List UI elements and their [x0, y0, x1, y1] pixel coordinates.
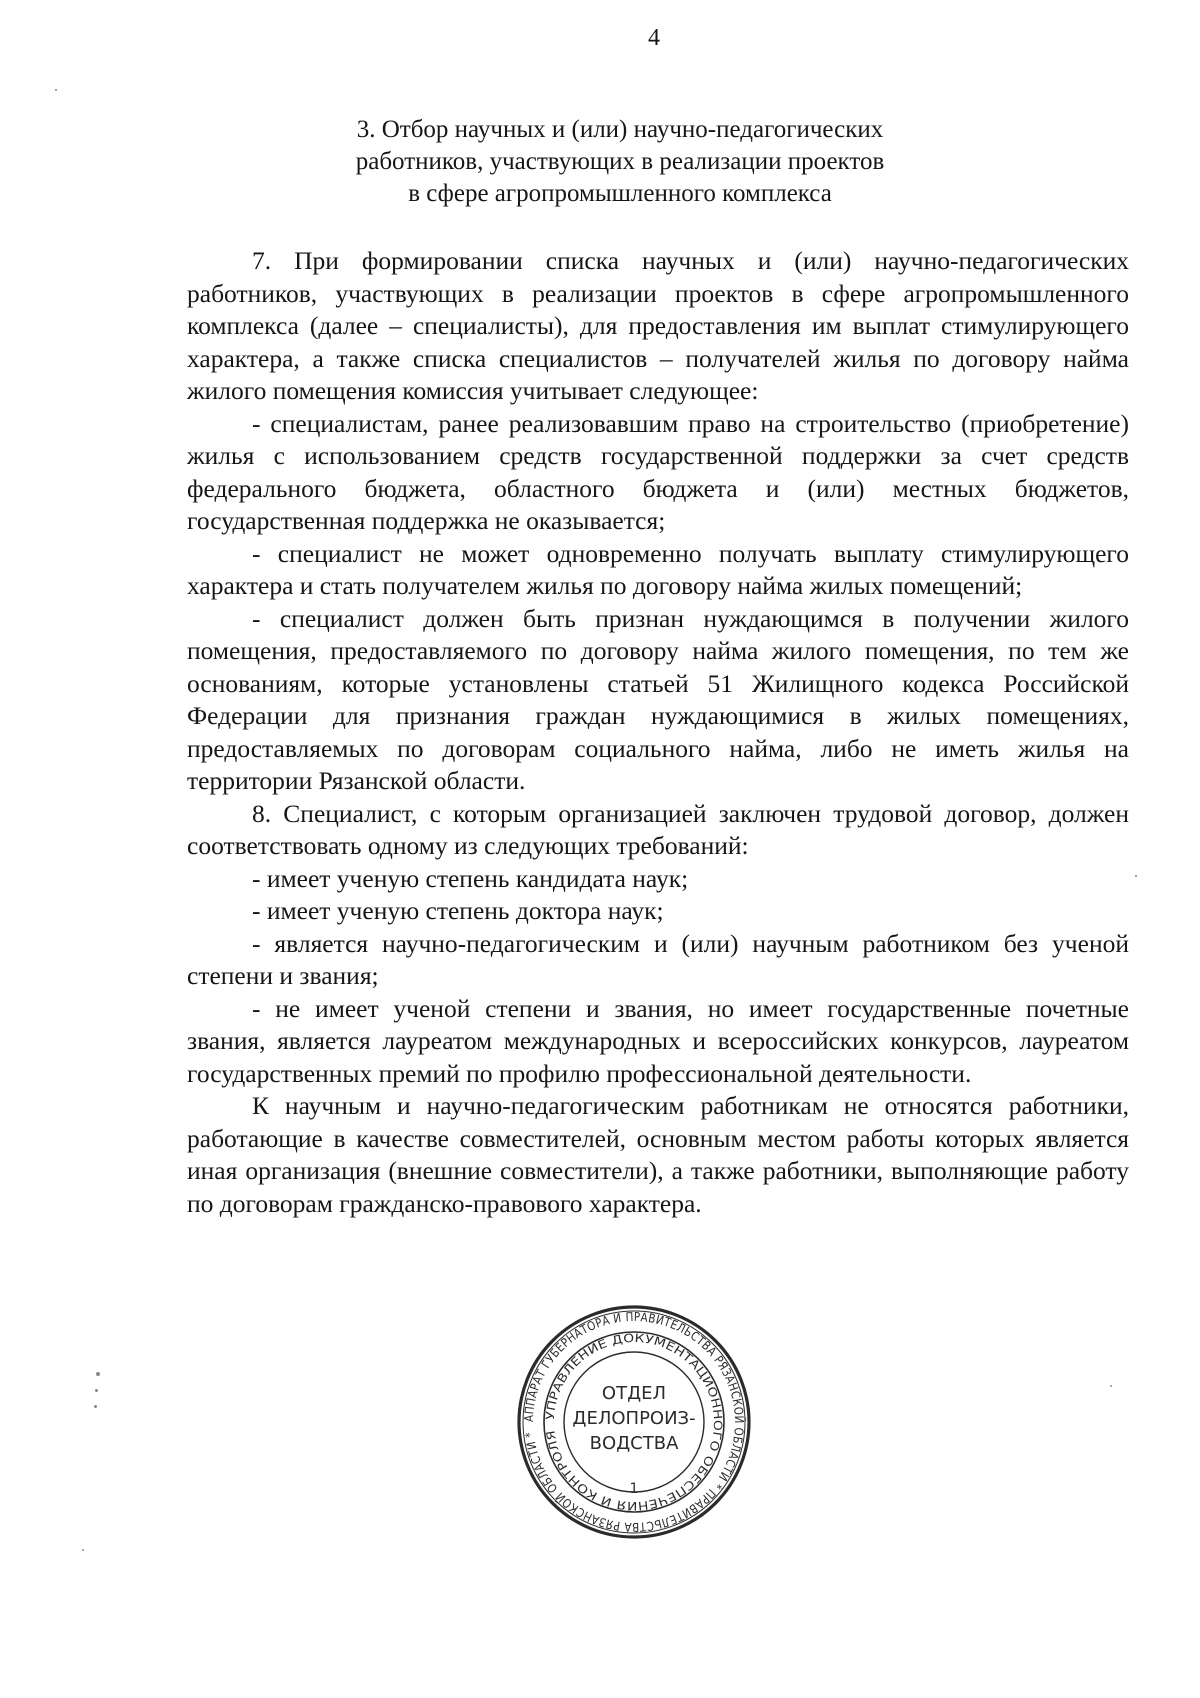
stamp-outer-text: АППАРАТ ГУБЕРНАТОРА И ПРАВИТЕЛЬСТВА РЯЗАНСКОЙ ОБЛАСТИ * ПРАВИТЕЛЬСТВА РЯЗАНСКОЙ ОБЛАСТИ * — [521, 1309, 747, 1535]
paragraph-7: 7. При формировании списка научных и (или) научно-педагогических работников, участвующих в реализации проектов в сфере агропромышленного комплекса (далее – специалисты), для предоставления им выплат стимулирующего характера, а также списка специалистов – получателей жилья по договору найма жилого помещения комиссия учитывает следующее: — [187, 246, 1129, 405]
section-heading-line: работников, участвующих в реализации проектов — [355, 148, 885, 175]
scan-speck — [1135, 875, 1137, 877]
document-body — [187, 245, 1129, 1220]
section-heading — [240, 114, 1000, 210]
paragraph-8: 8. Специалист, с которым организацией заключен трудовой договор, должен соответствовать одному из следующих требований: — [187, 798, 1129, 860]
section-heading-line: 3. Отбор научных и (или) научно-педагогических — [356, 116, 884, 143]
page-number: 4 — [648, 25, 660, 51]
stamp-center-line: ВОДСТВА — [589, 1433, 679, 1454]
paragraph-item: - не имеет ученой степени и звания, но имеет государственные почетные звания, является лауреатом международных и всероссийских конкурсов, лауреатом государственных премий по профилю профессиональной деятельности. — [187, 993, 1129, 1088]
stamp-center-line: ДЕЛОПРОИЗ- — [572, 1408, 696, 1429]
paragraph-item: - специалист должен быть признан нуждающимся в получении жилого помещения, предоставляемого по договору найма жилого помещения, по тем же основаниям, которые установлены статьей 51 Жилищного кодекса Российской Федерации для признания граждан нуждающимися в жилых помещениях, предоставляемых по договорам социального найма, либо не иметь жилья на территории Рязанской области. — [187, 603, 1129, 795]
paragraph-item: - специалист не может одновременно получать выплату стимулирующего характера и стать получателем жилья по договору найма жилых помещений; — [187, 538, 1129, 600]
stamp-inner-text: УПРАВЛЕНИЕ ДОКУМЕНТАЦИОННОГО ОБЕСПЕЧЕНИЯ И КОНТРОЛЯ — [542, 1330, 726, 1514]
scan-speck — [94, 1405, 97, 1408]
scan-speck — [96, 1372, 100, 1376]
section-heading-line: в сфере агропромышленного комплекса — [408, 180, 832, 207]
scan-speck — [82, 1549, 84, 1551]
scan-speck — [1110, 1385, 1112, 1387]
scan-speck — [55, 89, 57, 91]
paragraph-item: - является научно-педагогическим и (или) научным работником без ученой степени и звания; — [187, 928, 1129, 990]
paragraph-item: - имеет ученую степень кандидата наук; — [252, 863, 689, 893]
stamp-center-line: ОТДЕЛ — [601, 1383, 667, 1404]
official-stamp — [515, 1303, 753, 1541]
paragraph-exclusions: К научным и научно-педагогическим работникам не относятся работники, работающие в качестве совместителей, основным местом работы которых является иная организация (внешние совместители), а также работники, выполняющие работу по договорам гражданско-правового характера. — [187, 1091, 1129, 1218]
stamp-number: 1 — [629, 1481, 639, 1497]
paragraph-item: - имеет ученую степень доктора наук; — [252, 896, 664, 925]
paragraph-item: - специалистам, ранее реализовавшим право на строительство (приобретение) жилья с использованием средств государственной поддержки за счет средств федерального бюджета, областного бюджета и (или) местных бюджетов, государственная поддержка не оказывается; — [187, 408, 1129, 535]
scan-speck — [95, 1389, 98, 1392]
